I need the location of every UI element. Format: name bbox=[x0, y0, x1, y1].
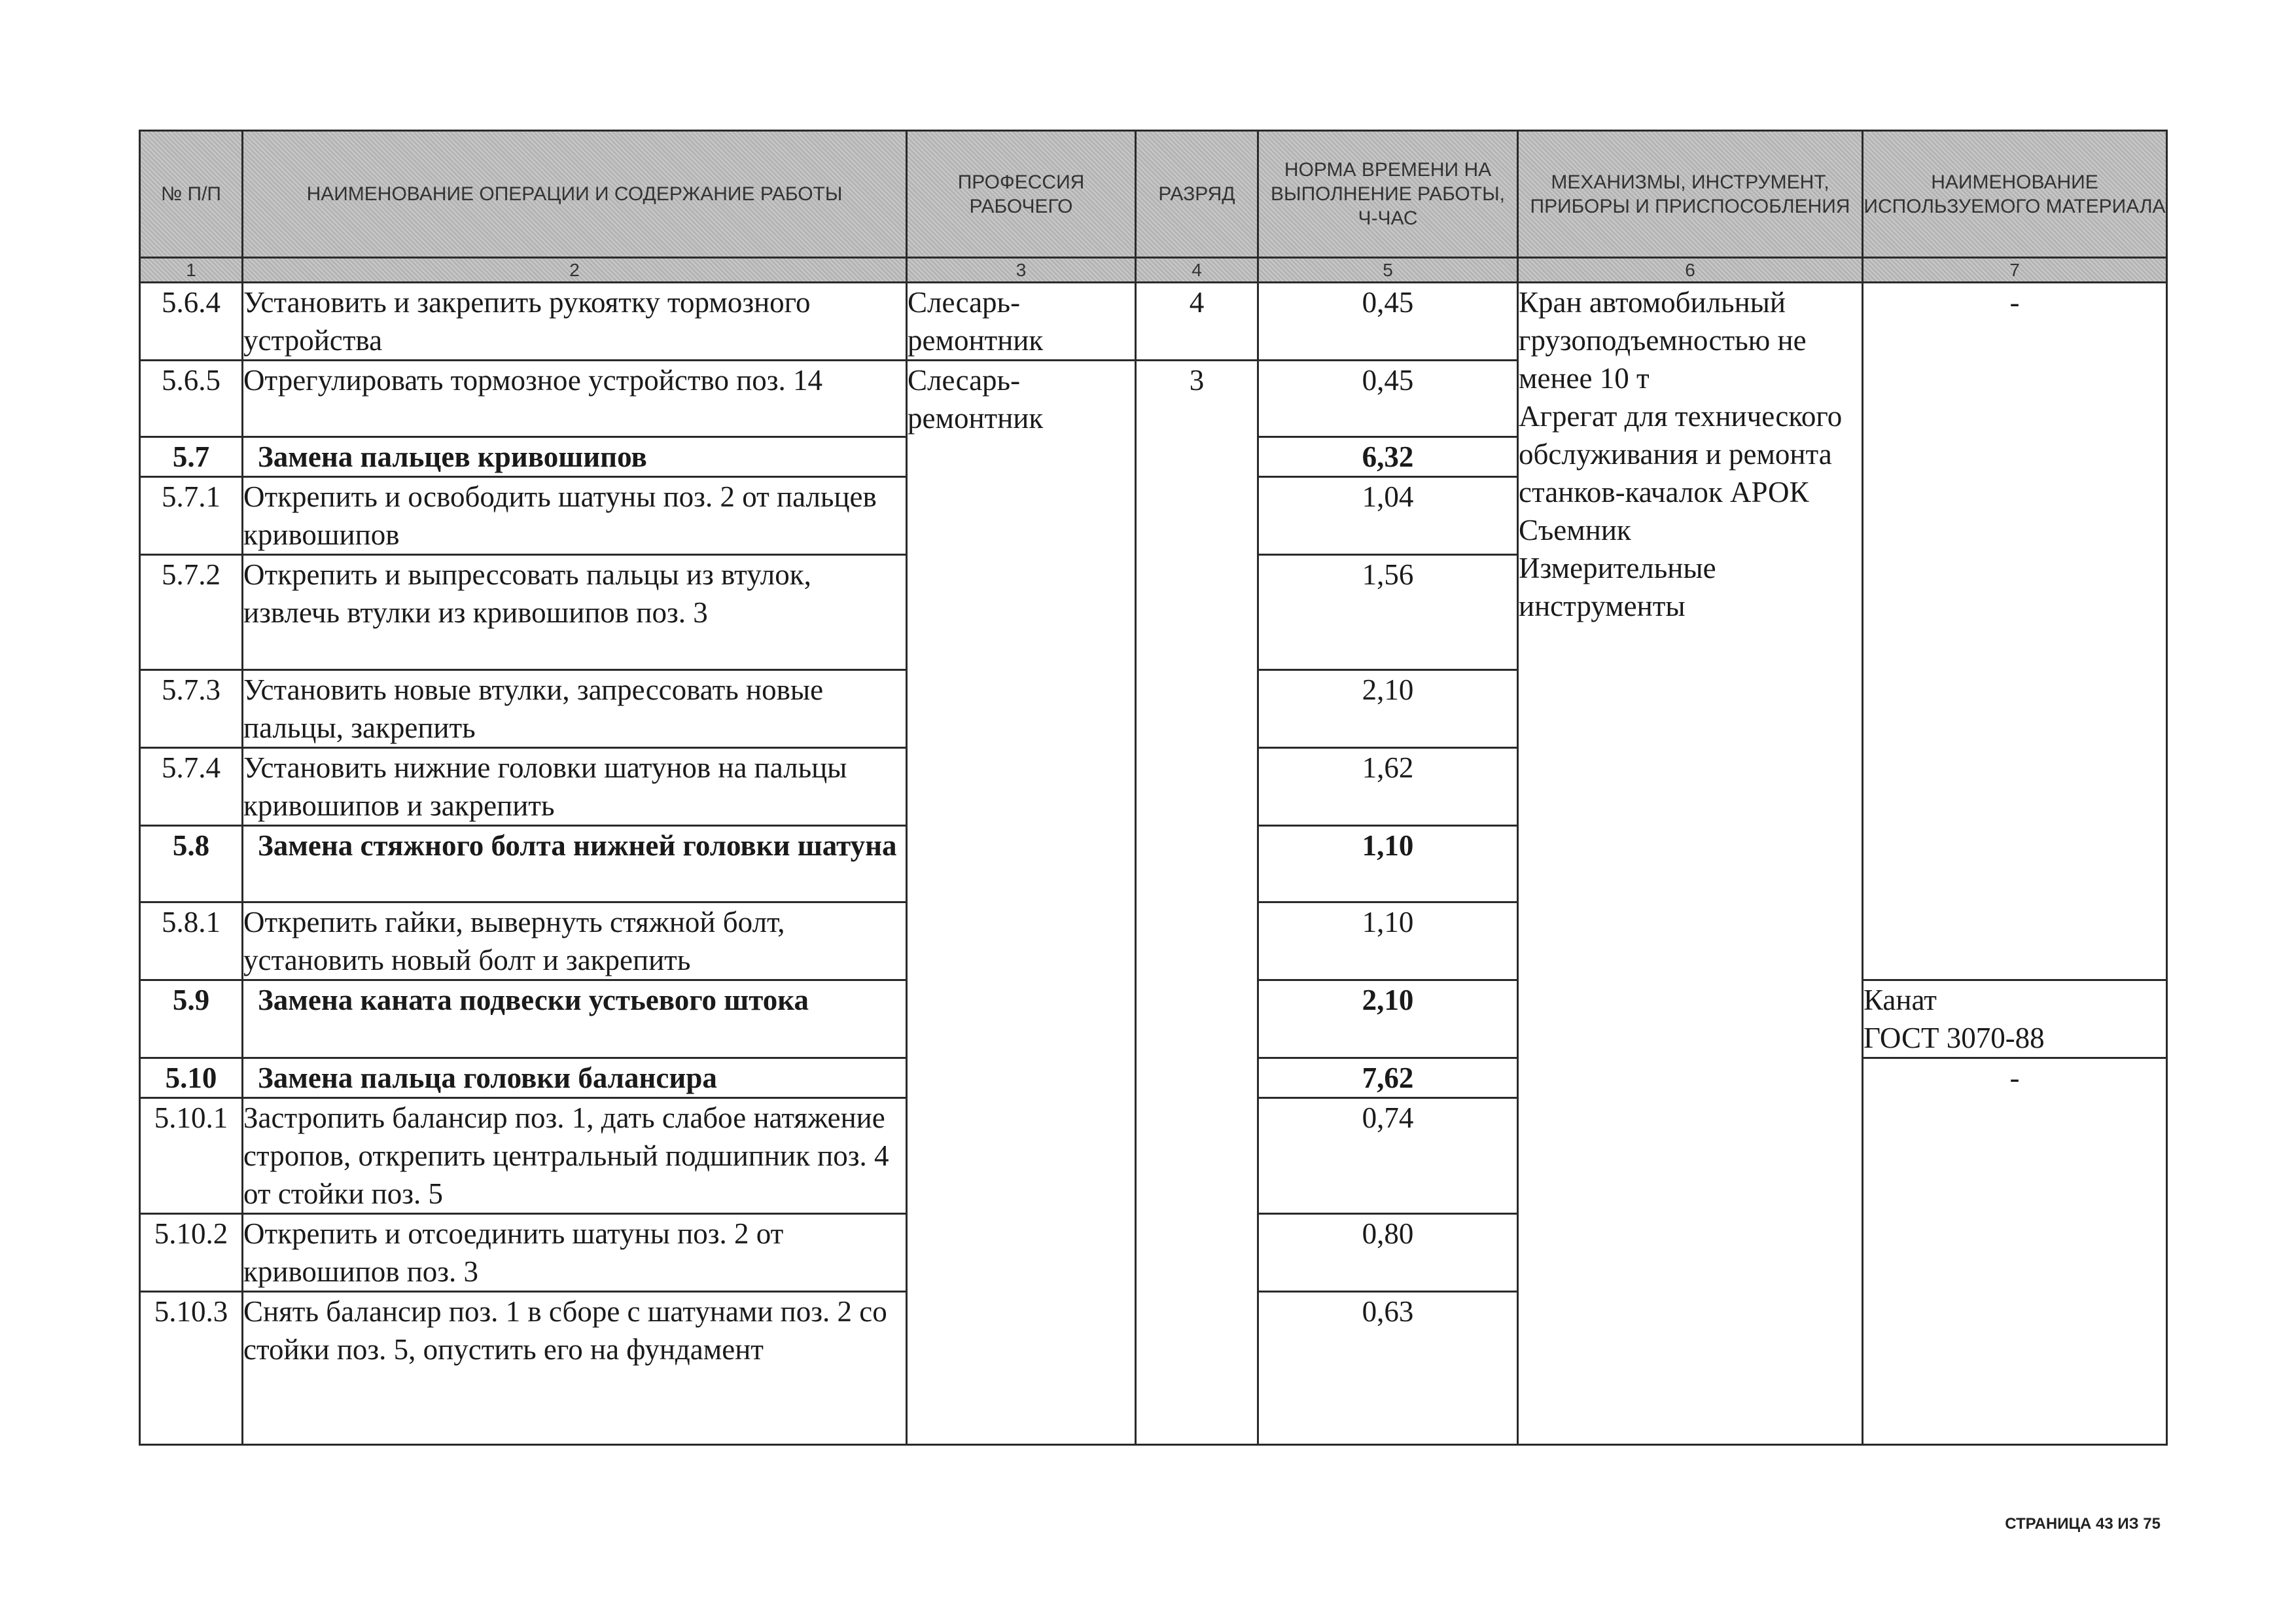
row-number: 5.6.4 bbox=[140, 283, 243, 361]
grade-cell: 4 bbox=[1136, 283, 1258, 361]
operation-name: Замена пальцев кривошипов bbox=[243, 437, 907, 477]
row-number: 5.7.3 bbox=[140, 670, 243, 748]
row-number: 5.8.1 bbox=[140, 902, 243, 980]
header-operation-name: НАИМЕНОВАНИЕ ОПЕРАЦИИ И СОДЕРЖАНИЕ РАБОТЫ bbox=[243, 131, 907, 258]
header-number: № П/П bbox=[140, 131, 243, 258]
operation-name: Установить новые втулки, запрессовать новые пальцы, закрепить bbox=[243, 670, 907, 748]
material-cell: - bbox=[1863, 1058, 2167, 1445]
header-time-norm: НОРМА ВРЕМЕНИ НА ВЫПОЛНЕНИЕ РАБОТЫ, Ч-ЧАС bbox=[1258, 131, 1518, 258]
time-norm-cell: 1,62 bbox=[1258, 748, 1518, 826]
row-number: 5.6.5 bbox=[140, 361, 243, 437]
time-norm-cell: 0,63 bbox=[1258, 1292, 1518, 1445]
operation-name: Замена пальца головки балансира bbox=[243, 1058, 907, 1098]
time-norm-cell: 2,10 bbox=[1258, 670, 1518, 748]
header-grade: РАЗРЯД bbox=[1136, 131, 1258, 258]
work-norms-table bbox=[139, 130, 2168, 1446]
column-number: 1 bbox=[140, 258, 243, 283]
operation-name: Установить нижние головки шатунов на пальцы кривошипов и закрепить bbox=[243, 748, 907, 826]
profession-cell: Слесарь-ремонтник bbox=[907, 283, 1136, 361]
row-number: 5.7.1 bbox=[140, 477, 243, 555]
row-number: 5.8 bbox=[140, 826, 243, 902]
header-tools: МЕХАНИЗМЫ, ИНСТРУМЕНТ, ПРИБОРЫ И ПРИСПОСОБЛЕНИЯ bbox=[1518, 131, 1863, 258]
time-norm-cell: 0,80 bbox=[1258, 1214, 1518, 1292]
operation-name: Открепить гайки, вывернуть стяжной болт, установить новый болт и закрепить bbox=[243, 902, 907, 980]
time-norm-cell: 6,32 bbox=[1258, 437, 1518, 477]
time-norm-cell: 1,10 bbox=[1258, 826, 1518, 902]
tools-cell: Кран автомобильный грузоподъемностью не менее 10 т Агрегат для технического обслуживания и ремонта станков-качалок АРОК Съемник Измерительные инструменты bbox=[1518, 283, 1863, 1445]
row-number: 5.7.2 bbox=[140, 555, 243, 670]
column-number: 6 bbox=[1518, 258, 1863, 283]
operation-name: Установить и закрепить рукоятку тормозного устройства bbox=[243, 283, 907, 361]
row-number: 5.7 bbox=[140, 437, 243, 477]
row-number: 5.10.3 bbox=[140, 1292, 243, 1445]
profession-cell: Слесарь-ремонтник bbox=[907, 361, 1136, 1445]
operation-name: Открепить и освободить шатуны поз. 2 от пальцев кривошипов bbox=[243, 477, 907, 555]
time-norm-cell: 1,56 bbox=[1258, 555, 1518, 670]
material-rope-cell: Канат ГОСТ 3070-88 bbox=[1863, 980, 2167, 1058]
header-row bbox=[140, 131, 2167, 258]
row-number: 5.7.4 bbox=[140, 748, 243, 826]
operation-name: Замена стяжного болта нижней головки шатуна bbox=[243, 826, 907, 902]
column-number: 2 bbox=[243, 258, 907, 283]
time-norm-cell: 1,10 bbox=[1258, 902, 1518, 980]
row-number: 5.10.2 bbox=[140, 1214, 243, 1292]
header-profession: ПРОФЕССИЯ РАБОЧЕГО bbox=[907, 131, 1136, 258]
row-number: 5.10.1 bbox=[140, 1098, 243, 1214]
time-norm-cell: 0,45 bbox=[1258, 361, 1518, 437]
header-materials: НАИМЕНОВАНИЕ ИСПОЛЬЗУЕМОГО МАТЕРИАЛА bbox=[1863, 131, 2167, 258]
time-norm-cell: 0,74 bbox=[1258, 1098, 1518, 1214]
row-number: 5.9 bbox=[140, 980, 243, 1058]
operation-name: Открепить и выпрессовать пальцы из втулок, извлечь втулки из кривошипов поз. 3 bbox=[243, 555, 907, 670]
time-norm-cell: 1,04 bbox=[1258, 477, 1518, 555]
operation-name: Снять балансир поз. 1 в сборе с шатунами поз. 2 со стойки поз. 5, опустить его на фундамент bbox=[243, 1292, 907, 1445]
operation-name: Замена каната подвески устьевого штока bbox=[243, 980, 907, 1058]
column-number: 5 bbox=[1258, 258, 1518, 283]
table-row bbox=[140, 283, 2167, 361]
time-norm-cell: 7,62 bbox=[1258, 1058, 1518, 1098]
time-norm-cell: 0,45 bbox=[1258, 283, 1518, 361]
operation-name: Застропить балансир поз. 1, дать слабое натяжение стропов, открепить центральный подшипник поз. 4 от стойки поз. 5 bbox=[243, 1098, 907, 1214]
page-number: СТРАНИЦА 43 ИЗ 75 bbox=[2005, 1515, 2161, 1533]
column-number: 3 bbox=[907, 258, 1136, 283]
material-cell: - bbox=[1863, 283, 2167, 980]
column-numbers-row bbox=[140, 258, 2167, 283]
column-number: 7 bbox=[1863, 258, 2167, 283]
operation-name: Отрегулировать тормозное устройство поз. 14 bbox=[243, 361, 907, 437]
column-number: 4 bbox=[1136, 258, 1258, 283]
grade-cell: 3 bbox=[1136, 361, 1258, 1445]
operation-name: Открепить и отсоединить шатуны поз. 2 от кривошипов поз. 3 bbox=[243, 1214, 907, 1292]
row-number: 5.10 bbox=[140, 1058, 243, 1098]
time-norm-cell: 2,10 bbox=[1258, 980, 1518, 1058]
